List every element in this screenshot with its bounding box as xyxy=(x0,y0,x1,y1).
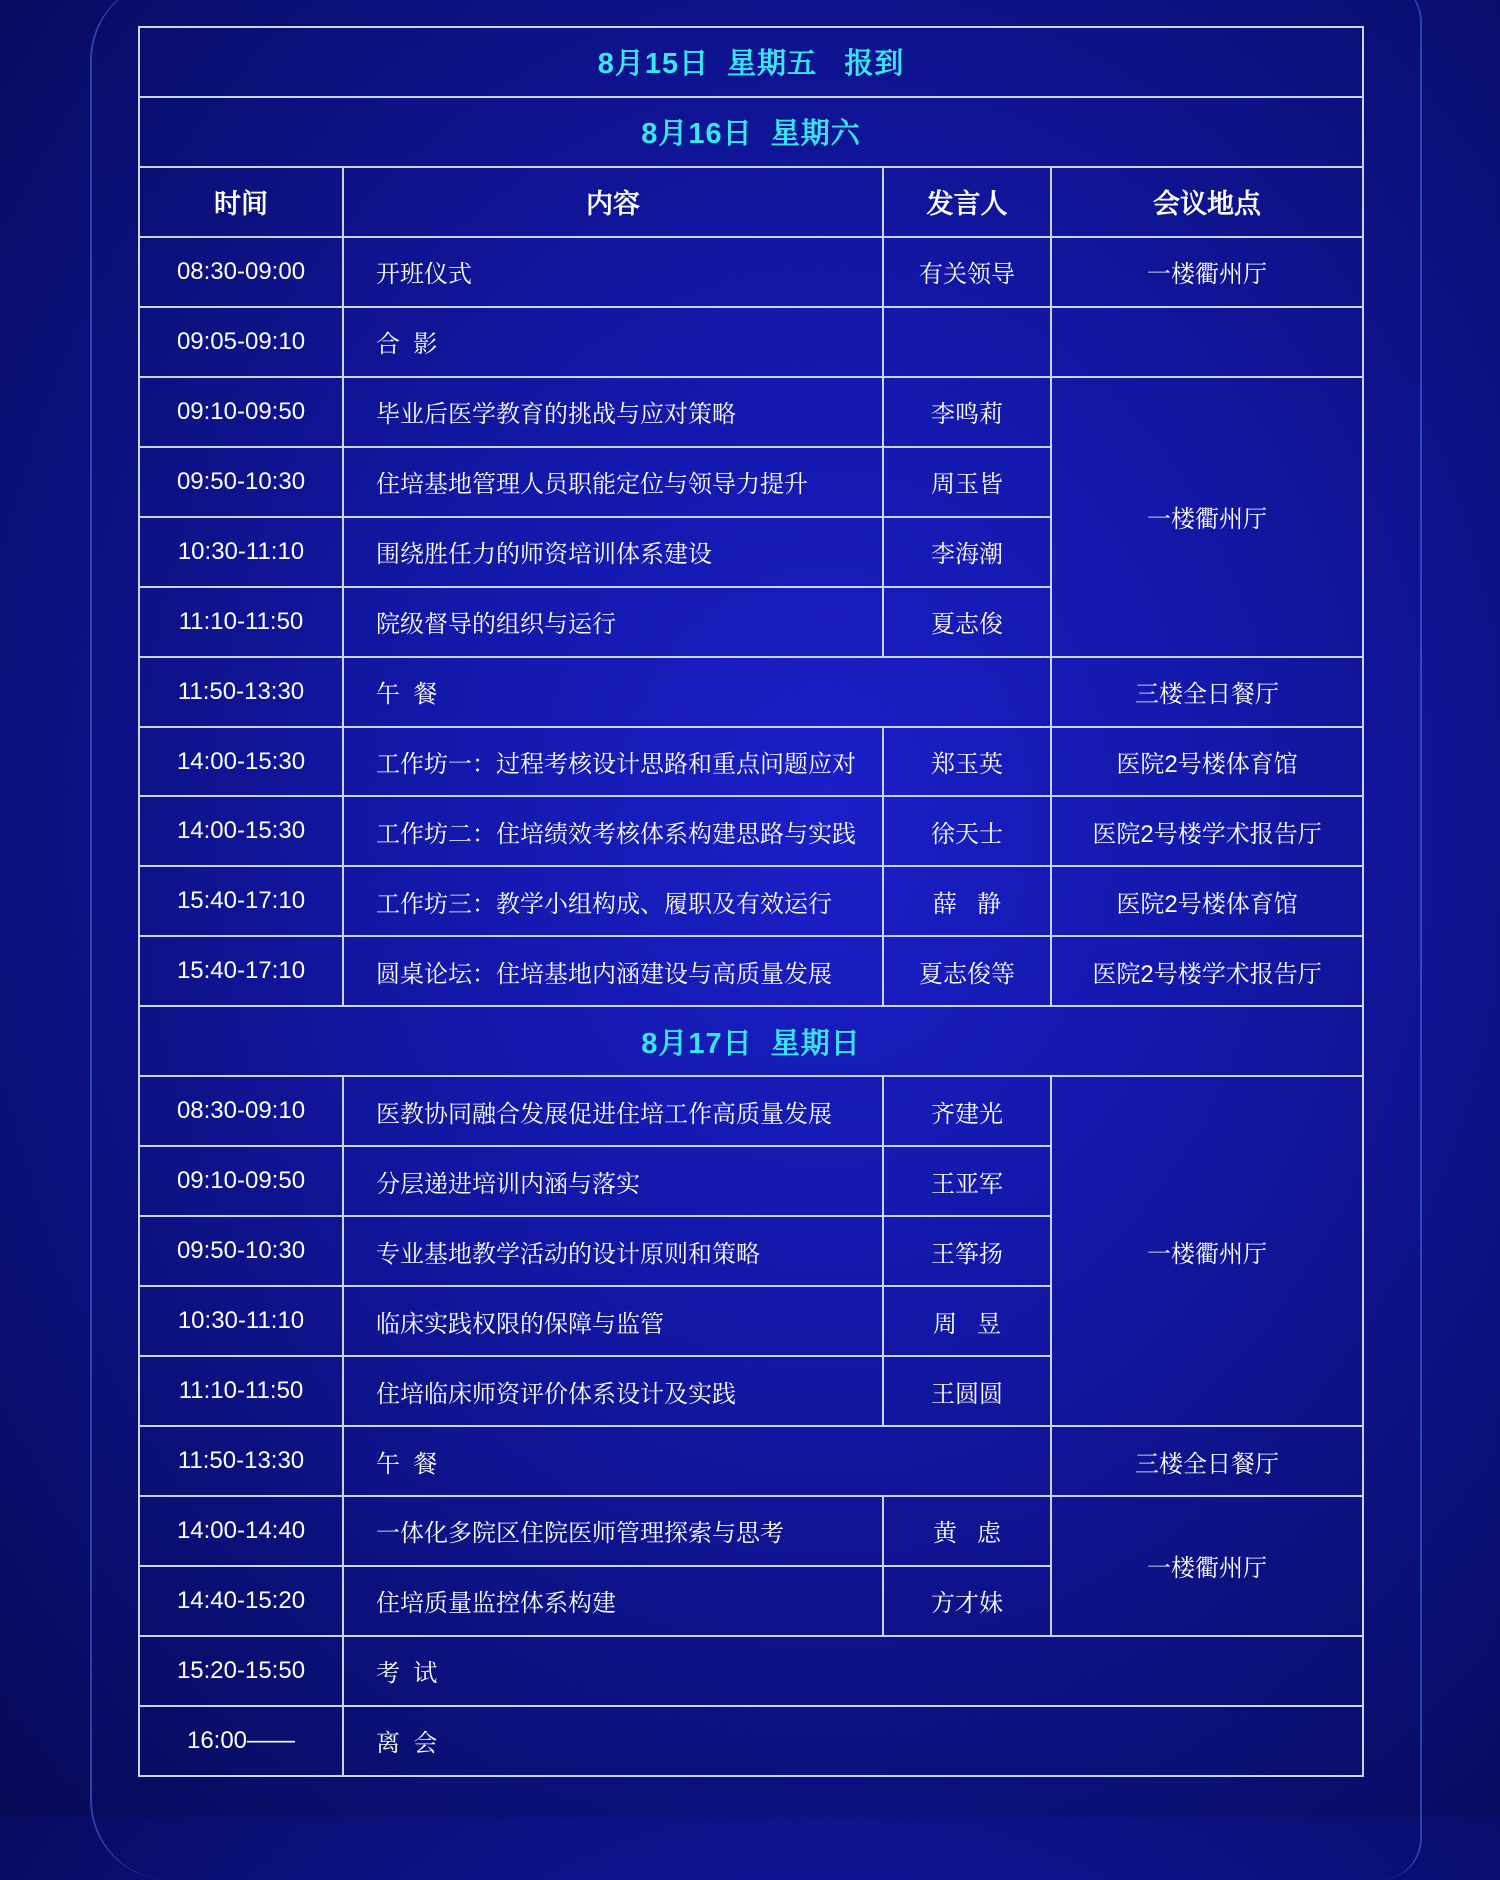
content-cell: 临床实践权限的保障与监管 xyxy=(343,1286,883,1356)
time-cell: 11:10-11:50 xyxy=(139,1356,343,1426)
speaker-cell: 薛 静 xyxy=(883,866,1051,936)
table-row xyxy=(139,377,1363,447)
speaker-cell: 李海潮 xyxy=(883,517,1051,587)
table-row xyxy=(139,237,1363,307)
time-cell: 14:00-15:30 xyxy=(139,727,343,797)
content-cell: 工作坊一：过程考核设计思路和重点问题应对 xyxy=(343,727,883,797)
speaker-cell: 郑玉英 xyxy=(883,727,1051,797)
header-venue: 会议地点 xyxy=(1051,167,1363,237)
time-cell: 15:40-17:10 xyxy=(139,936,343,1006)
venue-cell: 医院2号楼体育馆 xyxy=(1051,866,1363,936)
speaker-cell: 夏志俊 xyxy=(883,587,1051,657)
time-cell: 16:00—— xyxy=(139,1706,343,1776)
time-cell: 09:10-09:50 xyxy=(139,377,343,447)
content-cell: 专业基地教学活动的设计原则和策略 xyxy=(343,1216,883,1286)
speaker-cell: 王亚军 xyxy=(883,1146,1051,1216)
time-cell: 14:40-15:20 xyxy=(139,1566,343,1636)
day-row-aug15 xyxy=(139,27,1363,97)
content-cell: 午 餐 xyxy=(343,657,1051,727)
speaker-cell: 夏志俊等 xyxy=(883,936,1051,1006)
time-cell: 11:50-13:30 xyxy=(139,1426,343,1496)
speaker-cell: 方才妹 xyxy=(883,1566,1051,1636)
header-row xyxy=(139,167,1363,237)
venue-cell: 医院2号楼学术报告厅 xyxy=(1051,796,1363,866)
venue-cell: 一楼衢州厅 xyxy=(1051,237,1363,307)
agenda-table xyxy=(138,26,1364,1777)
venue-cell: 一楼衢州厅 xyxy=(1051,1076,1363,1426)
content-cell: 住培质量监控体系构建 xyxy=(343,1566,883,1636)
venue-cell xyxy=(1051,307,1363,377)
content-cell: 开班仪式 xyxy=(343,237,883,307)
content-cell: 离 会 xyxy=(343,1706,1363,1776)
table-row xyxy=(139,1496,1363,1566)
table-row xyxy=(139,1636,1363,1706)
time-cell: 08:30-09:10 xyxy=(139,1076,343,1146)
venue-cell: 医院2号楼学术报告厅 xyxy=(1051,936,1363,1006)
speaker-cell: 周玉皆 xyxy=(883,447,1051,517)
time-cell: 14:00-14:40 xyxy=(139,1496,343,1566)
content-cell: 住培临床师资评价体系设计及实践 xyxy=(343,1356,883,1426)
time-cell: 11:50-13:30 xyxy=(139,657,343,727)
content-cell: 围绕胜任力的师资培训体系建设 xyxy=(343,517,883,587)
day-title-aug16: 8月16日 星期六 xyxy=(139,97,1363,167)
speaker-cell: 黄 虑 xyxy=(883,1496,1051,1566)
content-cell: 院级督导的组织与运行 xyxy=(343,587,883,657)
venue-cell: 医院2号楼体育馆 xyxy=(1051,727,1363,797)
content-cell: 分层递进培训内涵与落实 xyxy=(343,1146,883,1216)
speaker-cell: 王筝扬 xyxy=(883,1216,1051,1286)
time-cell: 09:10-09:50 xyxy=(139,1146,343,1216)
table-row xyxy=(139,796,1363,866)
time-cell: 15:20-15:50 xyxy=(139,1636,343,1706)
content-cell: 圆桌论坛：住培基地内涵建设与高质量发展 xyxy=(343,936,883,1006)
day-title-aug15: 8月15日 星期五 报到 xyxy=(139,27,1363,97)
content-cell: 毕业后医学教育的挑战与应对策略 xyxy=(343,377,883,447)
venue-cell: 三楼全日餐厅 xyxy=(1051,657,1363,727)
table-row xyxy=(139,657,1363,727)
speaker-cell: 齐建光 xyxy=(883,1076,1051,1146)
content-cell: 住培基地管理人员职能定位与领导力提升 xyxy=(343,447,883,517)
venue-cell: 三楼全日餐厅 xyxy=(1051,1426,1363,1496)
speaker-cell: 李鸣莉 xyxy=(883,377,1051,447)
speaker-cell: 徐天士 xyxy=(883,796,1051,866)
table-row xyxy=(139,936,1363,1006)
speaker-cell: 王圆圆 xyxy=(883,1356,1051,1426)
header-time: 时间 xyxy=(139,167,343,237)
content-cell: 工作坊三：教学小组构成、履职及有效运行 xyxy=(343,866,883,936)
table-row xyxy=(139,1706,1363,1776)
time-cell: 14:00-15:30 xyxy=(139,796,343,866)
day-row-aug16 xyxy=(139,97,1363,167)
decorative-arc-right xyxy=(1380,0,1422,1880)
time-cell: 09:50-10:30 xyxy=(139,1216,343,1286)
venue-cell: 一楼衢州厅 xyxy=(1051,1496,1363,1636)
table-row xyxy=(139,727,1363,797)
day-row-aug17 xyxy=(139,1006,1363,1076)
content-cell: 一体化多院区住院医师管理探索与思考 xyxy=(343,1496,883,1566)
header-speaker: 发言人 xyxy=(883,167,1051,237)
speaker-cell: 周 昱 xyxy=(883,1286,1051,1356)
time-cell: 10:30-11:10 xyxy=(139,517,343,587)
content-cell: 午 餐 xyxy=(343,1426,1051,1496)
table-row xyxy=(139,307,1363,377)
time-cell: 09:50-10:30 xyxy=(139,447,343,517)
table-row xyxy=(139,1426,1363,1496)
time-cell: 09:05-09:10 xyxy=(139,307,343,377)
venue-cell: 一楼衢州厅 xyxy=(1051,377,1363,657)
speaker-cell: 有关领导 xyxy=(883,237,1051,307)
time-cell: 10:30-11:10 xyxy=(139,1286,343,1356)
header-content: 内容 xyxy=(343,167,883,237)
time-cell: 11:10-11:50 xyxy=(139,587,343,657)
day-title-aug17: 8月17日 星期日 xyxy=(139,1006,1363,1076)
content-cell: 医教协同融合发展促进住培工作高质量发展 xyxy=(343,1076,883,1146)
content-cell: 合 影 xyxy=(343,307,883,377)
table-row xyxy=(139,1076,1363,1146)
content-cell: 考 试 xyxy=(343,1636,1363,1706)
table-row xyxy=(139,866,1363,936)
time-cell: 08:30-09:00 xyxy=(139,237,343,307)
time-cell: 15:40-17:10 xyxy=(139,866,343,936)
content-cell: 工作坊二：住培绩效考核体系构建思路与实践 xyxy=(343,796,883,866)
speaker-cell xyxy=(883,307,1051,377)
